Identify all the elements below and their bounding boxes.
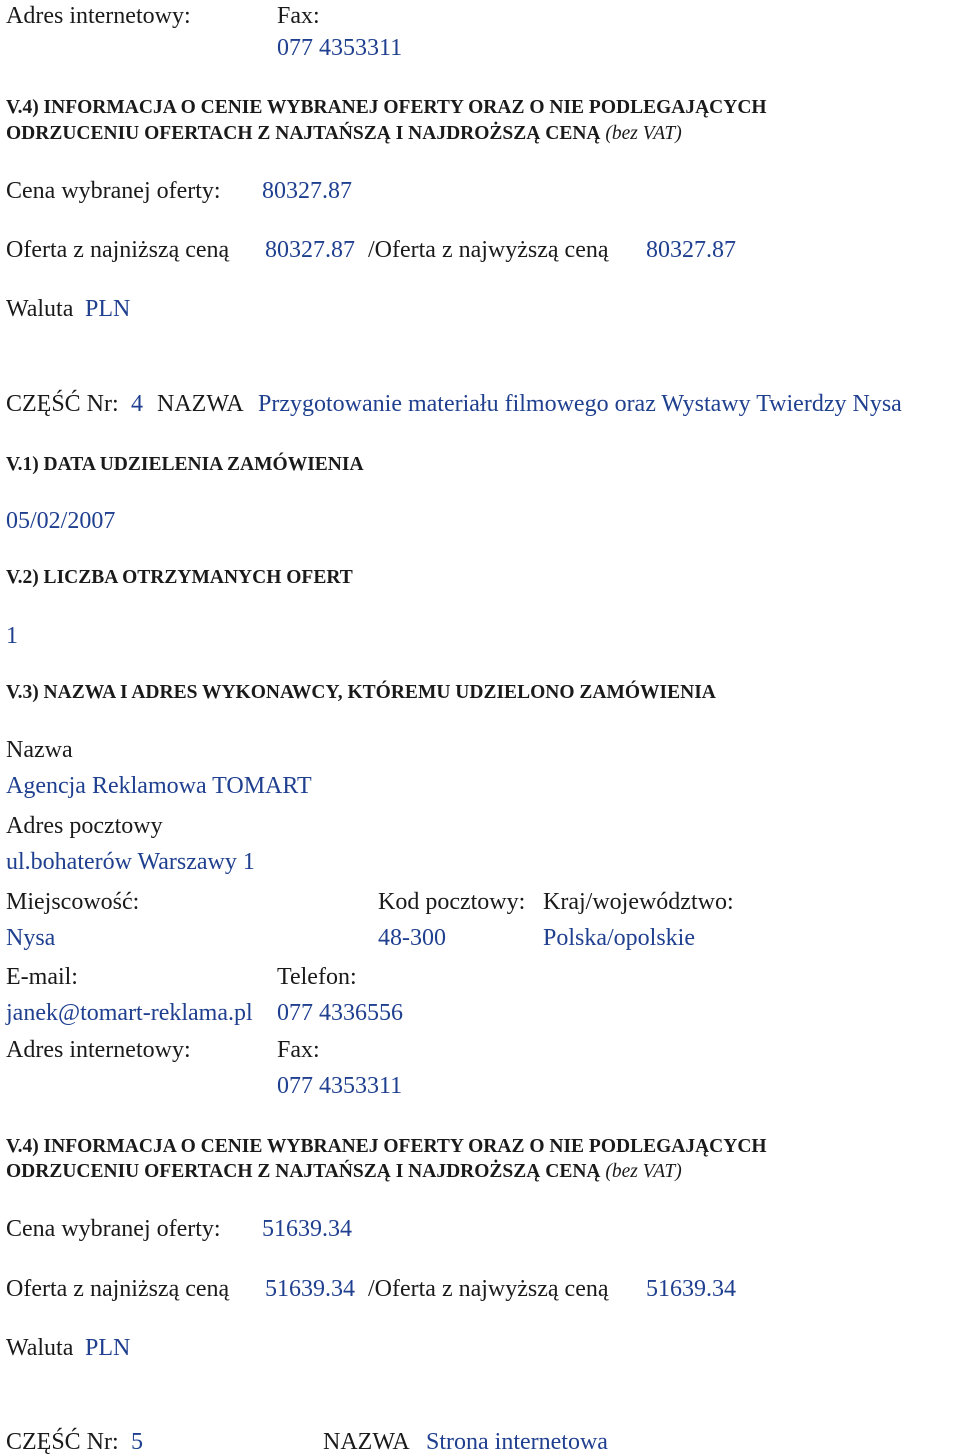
lowest-price-value: 80327.87 [265,237,355,263]
contractor-name-label: Nazwa [6,737,73,763]
region-label: Kraj/województwo: [543,889,734,915]
postal-address-value: ul.bohaterów Warszawy 1 [6,849,255,875]
section-v4-heading-line1: V.4) INFORMACJA O CENIE WYBRANEJ OFERTY ORAZ O NIE PODLEGAJĄCYCH [6,1136,767,1157]
web-address-label: Adres internetowy: [6,3,191,29]
phone-label: Telefon: [277,964,357,990]
part-name-label: NAZWA [323,1429,410,1455]
city-label: Miejscowość: [6,889,140,915]
part-name-value: Strona internetowa [426,1429,608,1455]
part-number: 4 [131,391,143,417]
section-v4-heading-line2: ODRZUCENIU OFERTACH Z NAJTAŃSZĄ I NAJDROŻSZĄ CENĄ (bez VAT) [6,1161,682,1182]
section-v2-heading: V.2) LICZBA OTRZYMANYCH OFERT [6,567,353,588]
part-number: 5 [131,1429,143,1455]
selected-price-label: Cena wybranej oferty: [6,1216,221,1242]
email-value: janek@tomart-reklama.pl [6,1000,253,1026]
fax-value: 077 4353311 [277,1073,403,1099]
vat-note: (bez VAT) [605,1161,682,1182]
section-v4-heading-line1: V.4) INFORMACJA O CENIE WYBRANEJ OFERTY ORAZ O NIE PODLEGAJĄCYCH [6,97,767,118]
highest-price-label: /Oferta z najwyższą ceną [368,1276,609,1302]
offers-count-value: 1 [6,623,18,649]
part-label: CZĘŚĆ Nr: [6,1429,119,1455]
section-v1-heading: V.1) DATA UDZIELENIA ZAMÓWIENIA [6,454,364,475]
lowest-price-label: Oferta z najniższą ceną [6,237,230,263]
part-label: CZĘŚĆ Nr: [6,391,119,417]
postal-code-label: Kod pocztowy: [378,889,526,915]
currency-label: Waluta [6,1335,74,1361]
currency-value: PLN [85,1335,131,1361]
highest-price-label: /Oferta z najwyższą ceną [368,237,609,263]
fax-value: 077 4353311 [277,35,403,61]
currency-value: PLN [85,296,131,322]
fax-label: Fax: [277,1037,320,1063]
section-v4-heading-line2: ODRZUCENIU OFERTACH Z NAJTAŃSZĄ I NAJDROŻSZĄ CENĄ (bez VAT) [6,123,682,144]
section-v3-heading: V.3) NAZWA I ADRES WYKONAWCY, KTÓREMU UDZIELONO ZAMÓWIENIA [6,682,716,703]
highest-price-value: 51639.34 [646,1276,736,1302]
email-label: E-mail: [6,964,78,990]
postal-code-value: 48-300 [378,925,446,951]
selected-price-label: Cena wybranej oferty: [6,178,221,204]
selected-price-value: 80327.87 [262,178,352,204]
currency-label: Waluta [6,296,74,322]
highest-price-value: 80327.87 [646,237,736,263]
web-address-label: Adres internetowy: [6,1037,191,1063]
lowest-price-label: Oferta z najniższą ceną [6,1276,230,1302]
part-name-value: Przygotowanie materiału filmowego oraz Wystawy Twierdzy Nysa [258,391,902,417]
fax-label: Fax: [277,3,320,29]
postal-address-label: Adres pocztowy [6,813,163,839]
part-name-label: NAZWA [157,391,244,417]
city-value: Nysa [6,925,56,951]
lowest-price-value: 51639.34 [265,1276,355,1302]
phone-value: 077 4336556 [277,1000,403,1026]
selected-price-value: 51639.34 [262,1216,352,1242]
vat-note: (bez VAT) [605,123,682,144]
region-value: Polska/opolskie [543,925,696,951]
contractor-name-value: Agencja Reklamowa TOMART [6,773,312,799]
award-date-value: 05/02/2007 [6,508,116,534]
